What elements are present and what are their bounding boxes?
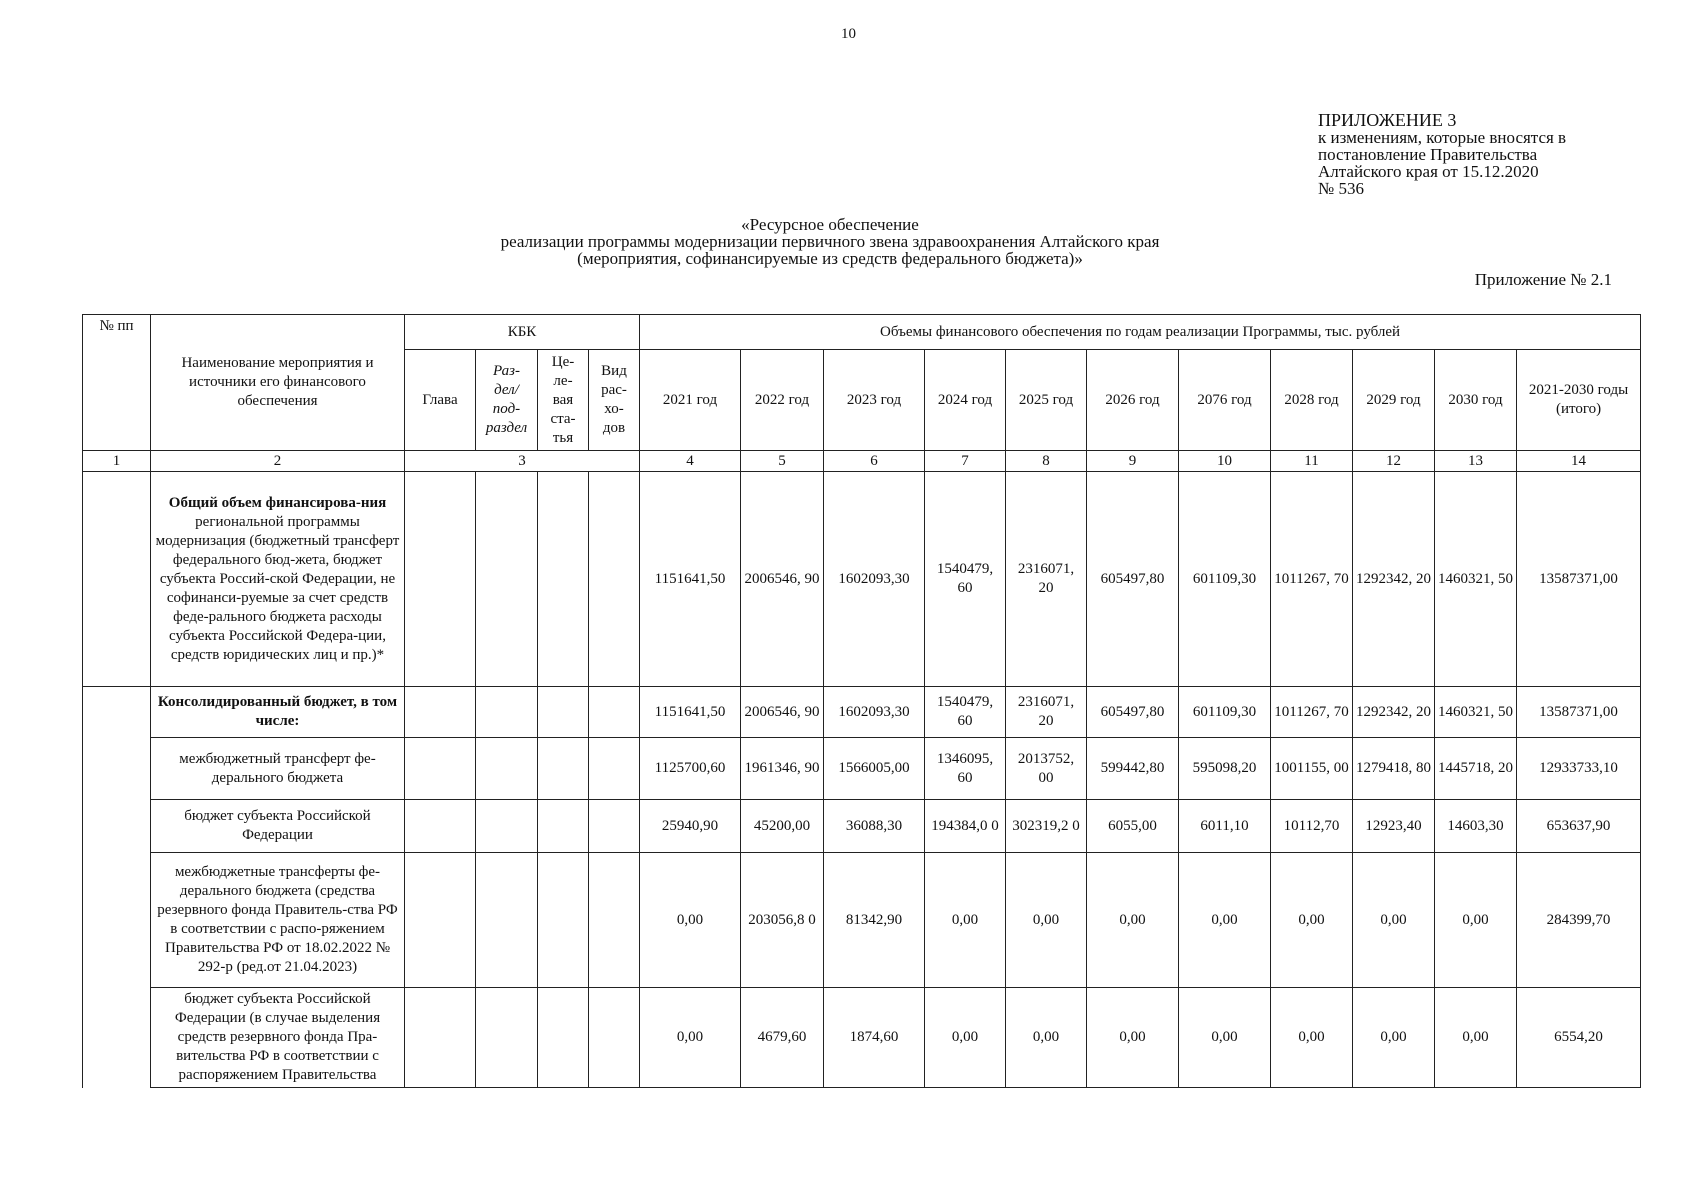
value-cell: 1540479, 60: [925, 687, 1006, 738]
sub-appendix-label: Приложение № 2.1: [1474, 270, 1612, 289]
kbk-cell: [476, 687, 538, 738]
table-row: [83, 800, 1641, 853]
kbk-cell: [405, 472, 476, 687]
row-number-cell: [83, 988, 151, 1088]
kbk-cell: [405, 687, 476, 738]
value-cell: 302319,2 0: [1006, 800, 1087, 853]
document-title-line: (мероприятия, софинансируемые из средств федерального бюджета)»: [577, 249, 1083, 268]
header-celevaya-statya: Це- ле- вая ста- тья: [538, 350, 589, 451]
table-row: [83, 472, 1641, 687]
row-name-bold: Консолидированный бюджет, в том числе:: [157, 694, 398, 729]
appendix-line: № 536: [1318, 179, 1364, 198]
header-vid-rashodov: Вид рас- хо- дов: [589, 350, 640, 451]
value-cell: 599442,80: [1087, 738, 1179, 800]
total-cell: 13587371,00: [1517, 687, 1641, 738]
column-number: 1: [83, 451, 151, 472]
kbk-cell: [589, 853, 640, 988]
kbk-cell: [538, 853, 589, 988]
kbk-cell: [589, 472, 640, 687]
column-number: 4: [640, 451, 741, 472]
value-cell: 0,00: [1271, 988, 1353, 1088]
value-cell: 6011,10: [1179, 800, 1271, 853]
header-year-2021: 2021 год: [640, 350, 741, 451]
value-cell: 0,00: [1435, 988, 1517, 1088]
kbk-cell: [476, 472, 538, 687]
value-cell: 6055,00: [1087, 800, 1179, 853]
total-cell: 653637,90: [1517, 800, 1641, 853]
kbk-cell: [589, 687, 640, 738]
total-cell: 12933733,10: [1517, 738, 1641, 800]
column-number: 14: [1517, 451, 1641, 472]
value-cell: 601109,30: [1179, 472, 1271, 687]
kbk-cell: [589, 738, 640, 800]
row-name-cell: [151, 988, 405, 1088]
header-year-2024: 2024 год: [925, 350, 1006, 451]
value-cell: 1961346, 90: [741, 738, 824, 800]
header-year-2025: 2025 год: [1006, 350, 1087, 451]
value-cell: 12923,40: [1353, 800, 1435, 853]
column-number: 6: [824, 451, 925, 472]
header-glava: Глава: [405, 350, 476, 451]
row-name-cell: [151, 687, 405, 738]
value-cell: 1011267, 70: [1271, 472, 1353, 687]
row-name-text: бюджет субъекта Российской Федерации: [184, 808, 371, 843]
document-title: [300, 216, 1360, 267]
appendix-line: постановление Правительства: [1318, 145, 1538, 164]
header-no: № пп: [83, 315, 151, 451]
value-cell: 0,00: [1087, 853, 1179, 988]
kbk-cell: [476, 853, 538, 988]
kbk-cell: [476, 988, 538, 1088]
value-cell: 1445718, 20: [1435, 738, 1517, 800]
header-year-2026: 2026 год: [1087, 350, 1179, 451]
header-kbk: КБК: [405, 315, 640, 350]
value-cell: 36088,30: [824, 800, 925, 853]
value-cell: 2006546, 90: [741, 687, 824, 738]
value-cell: 1151641,50: [640, 687, 741, 738]
kbk-cell: [538, 800, 589, 853]
row-name-cell: [151, 800, 405, 853]
value-cell: 1566005,00: [824, 738, 925, 800]
value-cell: 0,00: [925, 853, 1006, 988]
column-number: 5: [741, 451, 824, 472]
value-cell: 203056,8 0: [741, 853, 824, 988]
row-number-cell: [83, 800, 151, 853]
value-cell: 2006546, 90: [741, 472, 824, 687]
value-cell: 25940,90: [640, 800, 741, 853]
value-cell: 1125700,60: [640, 738, 741, 800]
row-name-cell: [151, 472, 405, 687]
table-row: [83, 687, 1641, 738]
row-name-text: межбюджетные трансферты фе-дерального бюджета (средства резервного фонда Правитель-ства РФ в соответствии с распо-ряжением Правительства РФ от 18.02.2022 № 292-р (ред.от 21.04.2023): [157, 864, 398, 975]
row-name-text: региональной программы модернизация (бюджетный трансферт федерального бюд-жета, бюджет субъекта Россий-ской Федерации, не софинанси-руемые за счет средств феде-рального бюджета расходы субъекта Российской Федера-ции, средств юридических лиц и пр.)*: [155, 513, 400, 663]
page-number: 10: [841, 26, 856, 42]
table-row: [83, 738, 1641, 800]
row-number-cell: [83, 687, 151, 738]
value-cell: 1540479, 60: [925, 472, 1006, 687]
appendix-line: Алтайского края от 15.12.2020: [1318, 162, 1539, 181]
value-cell: 0,00: [1006, 988, 1087, 1088]
kbk-cell: [405, 988, 476, 1088]
value-cell: 10112,70: [1271, 800, 1353, 853]
header-year-2029: 2029 год: [1353, 350, 1435, 451]
column-number: 11: [1271, 451, 1353, 472]
value-cell: 0,00: [1271, 853, 1353, 988]
kbk-cell: [538, 738, 589, 800]
row-name-text: бюджет субъекта Российской Федерации (в случае выделения средств резервного фонда Пра-вительства РФ в соответствии с распоряжением Правительства: [174, 991, 381, 1083]
row-name-cell: [151, 738, 405, 800]
table-row: [83, 853, 1641, 988]
kbk-cell: [476, 738, 538, 800]
column-number: 8: [1006, 451, 1087, 472]
value-cell: 45200,00: [741, 800, 824, 853]
header-total: 2021-2030 годы (итого): [1517, 350, 1641, 451]
kbk-cell: [538, 687, 589, 738]
value-cell: 0,00: [640, 853, 741, 988]
header-volumes: Объемы финансового обеспечения по годам реализации Программы, тыс. рублей: [640, 315, 1641, 350]
kbk-cell: [589, 988, 640, 1088]
column-number: 10: [1179, 451, 1271, 472]
value-cell: 0,00: [1179, 853, 1271, 988]
value-cell: 0,00: [1006, 853, 1087, 988]
kbk-cell: [538, 988, 589, 1088]
column-number: 7: [925, 451, 1006, 472]
column-number: 3: [405, 451, 640, 472]
header-year-2022: 2022 год: [741, 350, 824, 451]
kbk-cell: [405, 738, 476, 800]
value-cell: 0,00: [1087, 988, 1179, 1088]
header-year-2028: 2028 год: [1271, 350, 1353, 451]
table-row: [83, 988, 1641, 1088]
kbk-cell: [476, 800, 538, 853]
header-razdel: Раз- дел/ под- раздел: [476, 350, 538, 451]
value-cell: 2316071, 20: [1006, 687, 1087, 738]
row-number-cell: [83, 853, 151, 988]
value-cell: 2316071, 20: [1006, 472, 1087, 687]
value-cell: 1460321, 50: [1435, 687, 1517, 738]
value-cell: 194384,0 0: [925, 800, 1006, 853]
value-cell: 4679,60: [741, 988, 824, 1088]
value-cell: 0,00: [1179, 988, 1271, 1088]
kbk-cell: [405, 853, 476, 988]
appendix-block: [1318, 112, 1566, 197]
value-cell: 1346095, 60: [925, 738, 1006, 800]
total-cell: 284399,70: [1517, 853, 1641, 988]
appendix-title: ПРИЛОЖЕНИЕ 3: [1318, 110, 1457, 130]
value-cell: 0,00: [1353, 853, 1435, 988]
row-number-cell: [83, 738, 151, 800]
row-name-text: межбюджетный трансферт фе-дерального бюджета: [179, 750, 376, 786]
value-cell: 601109,30: [1179, 687, 1271, 738]
total-cell: 13587371,00: [1517, 472, 1641, 687]
kbk-cell: [589, 800, 640, 853]
kbk-cell: [538, 472, 589, 687]
value-cell: 0,00: [925, 988, 1006, 1088]
resource-table: [82, 314, 1641, 1088]
value-cell: 605497,80: [1087, 472, 1179, 687]
value-cell: 1460321, 50: [1435, 472, 1517, 687]
document-title-line: реализации программы модернизации первичного звена здравоохранения Алтайского края: [500, 232, 1160, 251]
value-cell: 595098,20: [1179, 738, 1271, 800]
column-number: 2: [151, 451, 405, 472]
value-cell: 1151641,50: [640, 472, 741, 687]
appendix-line: к изменениям, которые вносятся в: [1318, 128, 1567, 147]
kbk-cell: [405, 800, 476, 853]
value-cell: 2013752, 00: [1006, 738, 1087, 800]
value-cell: 1292342, 20: [1353, 687, 1435, 738]
value-cell: 1279418, 80: [1353, 738, 1435, 800]
row-name-bold: Общий объем финансирова-ния: [168, 494, 387, 511]
value-cell: 0,00: [640, 988, 741, 1088]
column-number: 9: [1087, 451, 1179, 472]
value-cell: 0,00: [1435, 853, 1517, 988]
value-cell: 1011267, 70: [1271, 687, 1353, 738]
header-year-2030: 2030 год: [1435, 350, 1517, 451]
value-cell: 1602093,30: [824, 472, 925, 687]
value-cell: 0,00: [1353, 988, 1435, 1088]
row-name-cell: [151, 853, 405, 988]
header-name: Наименование мероприятия и источники его финансового обеспечения: [151, 315, 405, 451]
total-cell: 6554,20: [1517, 988, 1641, 1088]
header-year-2023: 2023 год: [824, 350, 925, 451]
value-cell: 1292342, 20: [1353, 472, 1435, 687]
value-cell: 605497,80: [1087, 687, 1179, 738]
document-title-line: «Ресурсное обеспечение: [741, 215, 919, 234]
column-number: 13: [1435, 451, 1517, 472]
value-cell: 81342,90: [824, 853, 925, 988]
row-number-cell: [83, 472, 151, 687]
value-cell: 1602093,30: [824, 687, 925, 738]
value-cell: 14603,30: [1435, 800, 1517, 853]
value-cell: 1001155, 00: [1271, 738, 1353, 800]
value-cell: 1874,60: [824, 988, 925, 1088]
column-number: 12: [1353, 451, 1435, 472]
header-year-2027: 2076 год: [1179, 350, 1271, 451]
